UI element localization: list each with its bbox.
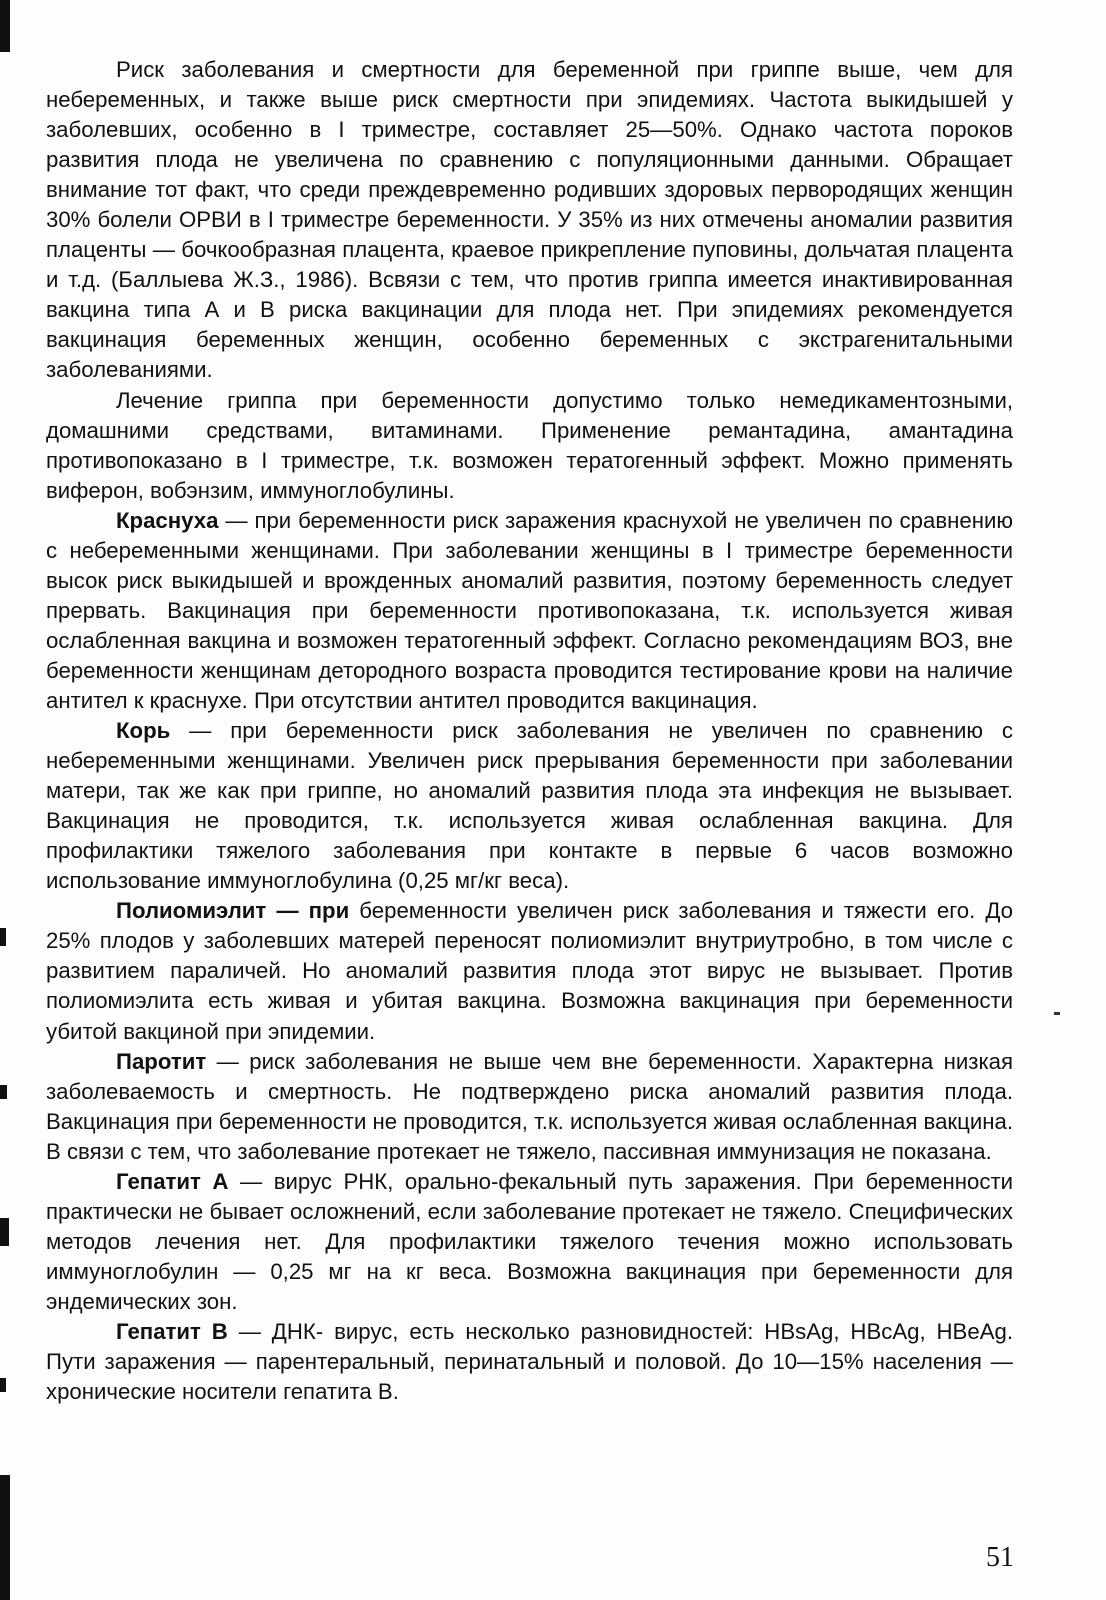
paragraph-text: Риск заболевания и смертности для беременной при гриппе выше, чем для небеременных, и также выше риск смертности при эпидемиях. Частота выкидышей у заболевших, особенно в I триместре, составляет 25—50%. Однако частота пороков развития плода не увеличена по сравнению с популяционными данными. Обращает внимание тот факт, что среди преждевременно родивших здоровых первородящих женщин 30% болели ОРВИ в I триместре беременности. У 35% из них отмечены аномалии развития плаценты — бочкообразная плацента, краевое прикрепление пуповины, дольчатая плацента и т.д. (Баллыева Ж.З., 1986). Всвязи с тем, что против гриппа имеется инактивированная вакцина типа А и В риска вакцинации для плода нет. При эпидемиях рекомендуется вакцинация беременных женщин, особенно беременных с экстрагенитальными заболеваниями.	[46, 57, 1013, 383]
scan-dash-mark	[1054, 1012, 1060, 1015]
paragraph-mumps	[46, 1047, 1013, 1167]
paragraph-lead: Гепатит А	[116, 1168, 229, 1194]
paragraph-text: беременности увеличен риск заболевания и тяжести его. До 25% плодов у заболевших матерей переносят полиомиэлит внутриутробно, в том числе с развитием параличей. Но аномалий развития плода этот вирус не вызывает. Против полиомиэлита есть живая и убитая вакцина. Возможна вакцинация при беременности убитой вакциной при эпидемии.	[46, 898, 1014, 1044]
paragraph-measles	[46, 716, 1013, 896]
scan-edge-mark	[0, 0, 10, 52]
scan-edge-mark	[0, 1475, 10, 1600]
paragraph-lead: Паротит	[116, 1048, 207, 1074]
paragraph-text: — вирус РНК, орально-фекальный путь заражения. При беременности практически не бывает осложнений, если заболевание протекает не тяжело. Специфических методов лечения нет. Для профилактики тяжелого течения можно использовать иммуноглобулин — 0,25 мг на кг веса. Возможна вакцинация при беременности для эндемических зон.	[46, 1168, 1014, 1314]
paragraph-text: — ДНК- вирус, есть несколько разновидностей: HBsAg, HBcAg, HBeAg. Пути заражения — парентеральный, перинатальный и половой. До 10—15% населения — хронические носители гепатита В.	[46, 1318, 1013, 1405]
paragraph-rubella	[46, 506, 1013, 716]
scan-edge-mark	[0, 1218, 9, 1246]
paragraph-lead: Краснуха	[116, 507, 219, 533]
scan-edge-mark	[0, 1085, 7, 1099]
paragraph-text: — риск заболевания не выше чем вне беременности. Характерна низкая заболеваемость и смертность. Не подтверждено риска аномалий развития плода. Вакцинация при беременности не проводится, т.к. используется живая ослабленная вакцина. В связи с тем, что заболевание протекает не тяжело, пассивная иммунизация не показана.	[46, 1048, 1013, 1164]
paragraph-hepatitis-b	[46, 1317, 1013, 1407]
paragraph-text: Лечение гриппа при беременности допустимо только немедикаментозными, домашними средствами, витаминами. Применение ремантадина, амантадина противопоказано в I триместре, т.к. возможен тератогенный эффект. Можно применять виферон, вобэнзим, иммуноглобулины.	[46, 387, 1013, 503]
scan-edge-mark	[0, 928, 6, 946]
scan-edge-mark	[0, 1378, 6, 1392]
paragraph-lead: Полиомиэлит — при	[116, 898, 350, 924]
paragraph-polio	[46, 896, 1013, 1046]
paragraph-influenza-treatment	[46, 386, 1013, 506]
body-text	[46, 55, 1013, 1407]
paragraph-hepatitis-a	[46, 1167, 1013, 1317]
paragraph-influenza-risk	[46, 55, 1013, 386]
paragraph-text: — при беременности риск заболевания не увеличен по сравнению с небеременными женщинами. Увеличен риск прерывания беременности при заболевании матери, так же как при гриппе, но аномалий развития плода эта инфекция не вызывает. Вакцинация не проводится, т.к. используется живая ослабленная вакцина. Для профилактики тяжелого заболевания при контакте в первые 6 часов возможно использование иммуноглобулина (0,25 мг/кг веса).	[46, 718, 1013, 894]
paragraph-lead: Корь	[116, 718, 171, 744]
paragraph-lead: Гепатит В	[116, 1318, 228, 1344]
paragraph-text: — при беременности риск заражения краснухой не увеличен по сравнению с небеременными женщинами. При заболевании женщины в I триместре беременности высок риск выкидышей и врожденных аномалий развития, поэтому беременность следует прервать. Вакцинация при беременности противопоказана, т.к. используется живая ослабленная вакцина и возможен тератогенный эффект. Согласно рекомендациям ВОЗ, вне беременности женщинам детородного возраста проводится тестирование крови на наличие антител к краснухе. При отсутствии антител проводится вакцинация.	[46, 507, 1013, 713]
page-number: 51	[986, 1542, 1014, 1573]
